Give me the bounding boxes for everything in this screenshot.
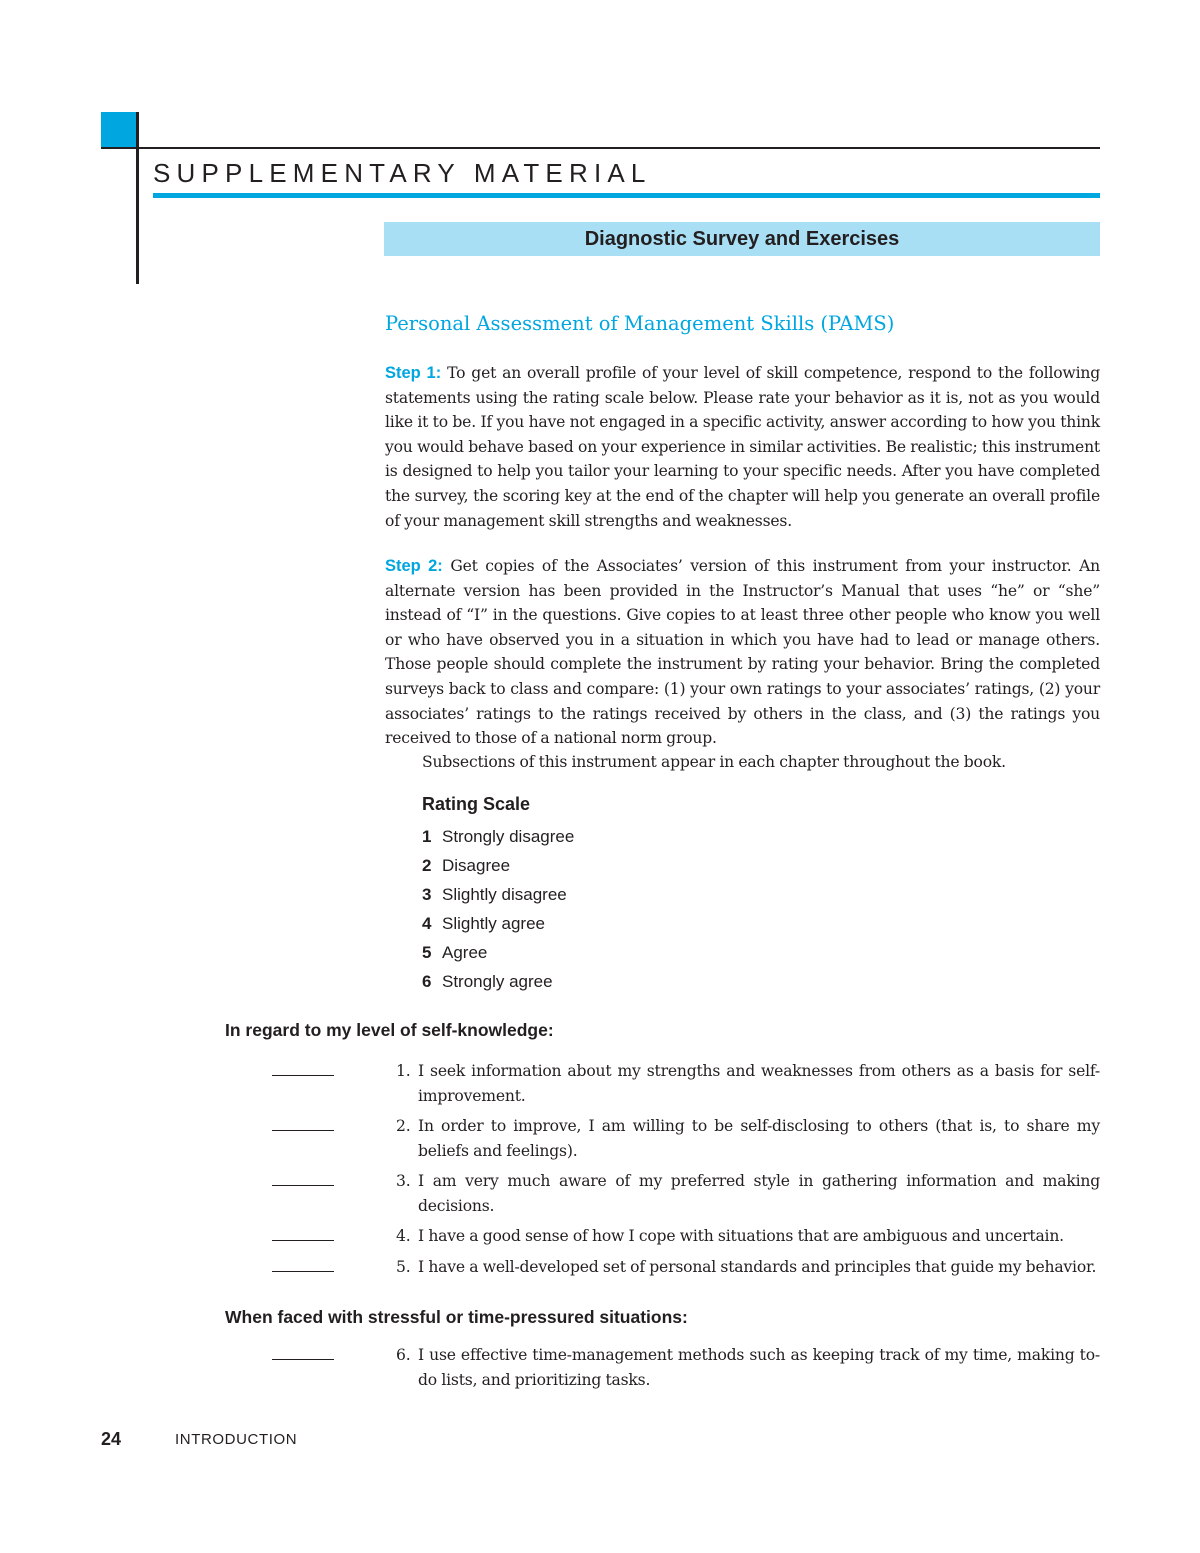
step-1-text: To get an overall profile of your level of skill competence, respond to the following statements using the rating scale below. Please rate your behavior as it is, not as you would like it to be. If you have not engaged in a specific activity, answer according to how you think you would behave based on your experience in similar activities. Be realistic; this instrument is designed to help you tailor your learning to your specific needs. After you have completed the survey, the scoring key at the end of the chapter will help you generate an overall profile of your management skill strengths and weaknesses. — [385, 364, 1100, 530]
rating-scale-title: Rating Scale — [422, 794, 531, 814]
rating-number: 6 — [422, 972, 432, 991]
rating-number: 3 — [422, 885, 432, 904]
accent-square — [101, 112, 136, 148]
answer-blank[interactable] — [272, 1271, 334, 1272]
rating-label: Slightly disagree — [442, 885, 567, 904]
survey-item-statement: I seek information about my strengths and weaknesses from others as a basis for self-improvement. — [418, 1062, 1100, 1105]
rating-number: 5 — [422, 943, 432, 962]
rating-label: Strongly disagree — [442, 827, 575, 846]
survey-item-text — [396, 1255, 1100, 1280]
group-heading-self-knowledge: In regard to my level of self-knowledge: — [225, 1020, 554, 1040]
survey-item-text — [396, 1169, 1100, 1218]
rating-label: Disagree — [442, 856, 511, 875]
rating-item — [422, 969, 574, 998]
footer-section-name: INTRODUCTION — [175, 1431, 298, 1448]
subsections-note: Subsections of this instrument appear in each chapter throughout the book. — [422, 753, 1006, 771]
header-rule — [101, 147, 1100, 149]
step-2-text: Get copies of the Associates’ version of this instrument from your instructor. An alternate version has been provided in the Instructor’s Manual that uses “he” or “she” instead of “I” in the questions. Give copies to at least three other people who know you well or who have observed you in a situation in which you have had to lead or manage others. Those people should complete the instrument by rating your behavior. Bring the completed surveys back to class and compare: (1) your own ratings to your associates’ ratings, (2) your associates’ ratings to the ratings received by others in the class, and (3) the ratings you received to those of a national norm group. — [385, 557, 1100, 748]
survey-item-text — [396, 1343, 1100, 1392]
survey-item-number: 6. — [396, 1346, 411, 1364]
survey-item-number: 5. — [396, 1258, 411, 1276]
vertical-rule — [136, 112, 139, 284]
survey-item-statement: I am very much aware of my preferred style in gathering information and making decisions. — [418, 1172, 1100, 1215]
step-2-label: Step 2: — [385, 557, 443, 575]
section-title: SUPPLEMENTARY MATERIAL — [153, 158, 652, 188]
answer-blank[interactable] — [272, 1240, 334, 1241]
survey-item-number: 3. — [396, 1172, 411, 1190]
answer-blank[interactable] — [272, 1130, 334, 1131]
group-heading-stress: When faced with stressful or time-pressured situations: — [225, 1307, 688, 1327]
survey-item-number: 4. — [396, 1227, 411, 1245]
rating-item — [422, 882, 574, 911]
survey-item-text — [396, 1059, 1100, 1108]
page-number: 24 — [101, 1429, 122, 1449]
survey-title: Personal Assessment of Management Skills (PAMS) — [385, 312, 895, 335]
survey-item-text — [396, 1114, 1100, 1163]
survey-item-number: 2. — [396, 1117, 411, 1135]
survey-item-number: 1. — [396, 1062, 411, 1080]
survey-item-text — [396, 1224, 1100, 1249]
step-1-label: Step 1: — [385, 364, 442, 382]
answer-blank[interactable] — [272, 1185, 334, 1186]
survey-item-statement: I have a good sense of how I cope with situations that are ambiguous and uncertain. — [418, 1227, 1064, 1245]
rating-scale-list — [422, 824, 574, 998]
survey-item-statement: In order to improve, I am willing to be self-disclosing to others (that is, to share my beliefs and feelings). — [418, 1117, 1100, 1160]
step-2-paragraph — [385, 554, 1100, 751]
rating-number: 4 — [422, 914, 432, 933]
rating-label: Strongly agree — [442, 972, 553, 991]
rating-item — [422, 853, 574, 882]
survey-item-statement: I use effective time-management methods such as keeping track of my time, making to-do lists, and prioritizing tasks. — [418, 1346, 1100, 1389]
answer-blank[interactable] — [272, 1359, 334, 1360]
header-accent-rule — [153, 193, 1100, 198]
rating-label: Agree — [442, 943, 488, 962]
rating-item — [422, 911, 574, 940]
rating-number: 1 — [422, 827, 432, 846]
banner — [384, 222, 1100, 256]
rating-number: 2 — [422, 856, 432, 875]
banner-title: Diagnostic Survey and Exercises — [584, 227, 900, 250]
rating-item — [422, 940, 574, 969]
rating-label: Slightly agree — [442, 914, 546, 933]
answer-blank[interactable] — [272, 1075, 334, 1076]
survey-item-statement: I have a well-developed set of personal standards and principles that guide my behavior. — [418, 1258, 1097, 1276]
rating-item — [422, 824, 574, 853]
step-1-paragraph — [385, 361, 1100, 533]
